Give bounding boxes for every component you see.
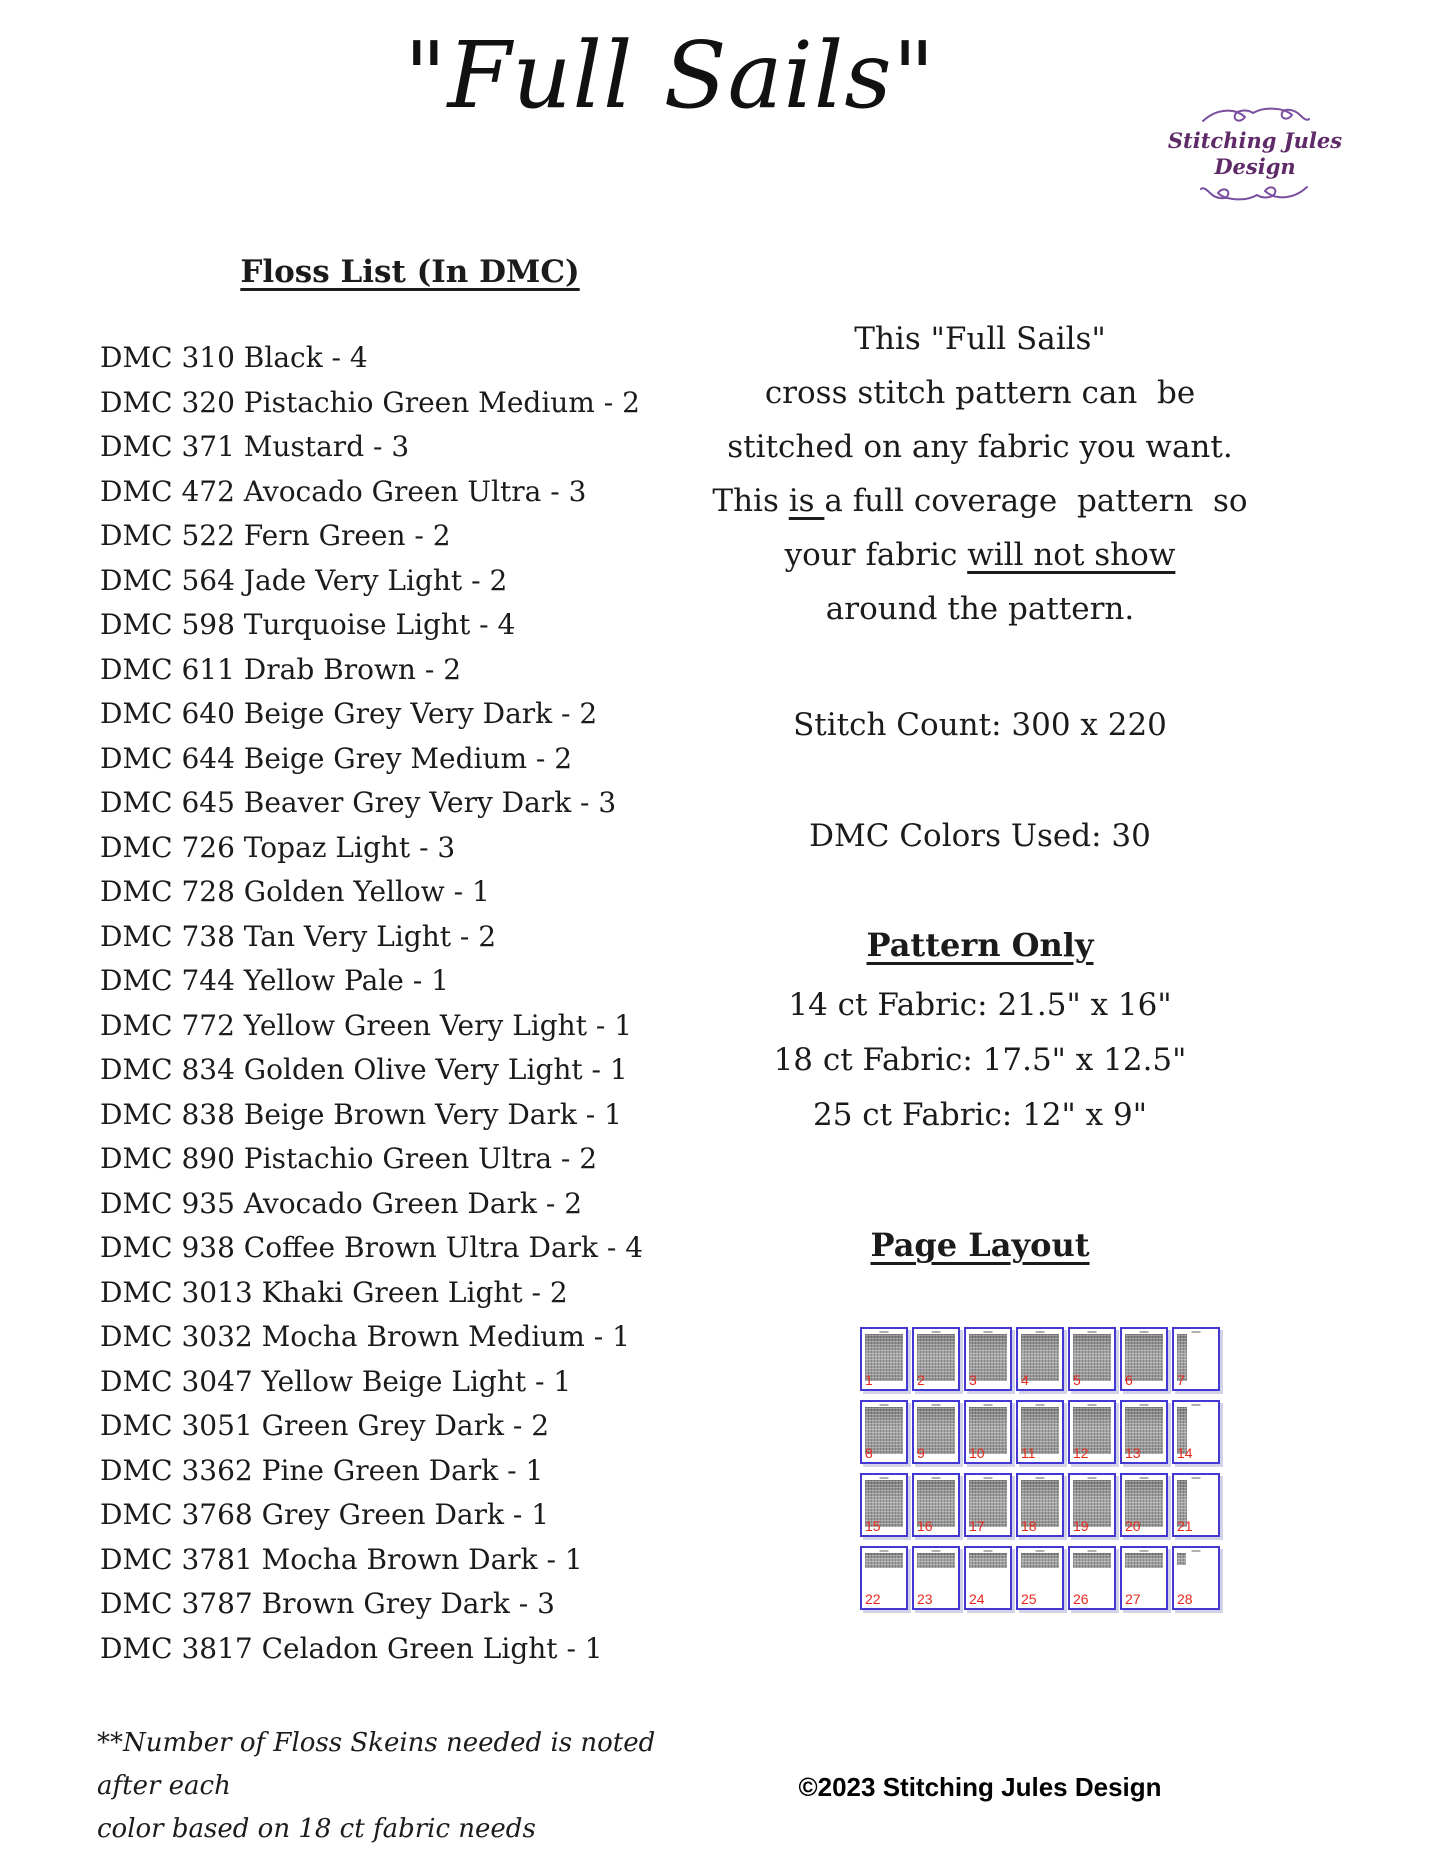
flourish-icon xyxy=(1199,180,1311,202)
floss-list-item: DMC 472 Avocado Green Ultra - 3 xyxy=(100,474,587,508)
page-number: 6 xyxy=(1125,1372,1133,1388)
copyright: ©2023 Stitching Jules Design xyxy=(798,1772,1162,1802)
thumbnail-header-mark xyxy=(1140,1550,1149,1552)
thumbnail-header-mark xyxy=(984,1331,993,1333)
page-thumbnail xyxy=(1120,1546,1168,1610)
page-number: 17 xyxy=(969,1518,985,1534)
page-number: 24 xyxy=(969,1591,985,1607)
floss-list-item: DMC 772 Yellow Green Very Light - 1 xyxy=(100,1008,633,1042)
flourish-icon xyxy=(1199,106,1311,128)
page-number: 4 xyxy=(1021,1372,1029,1388)
thumbnail-header-mark xyxy=(932,1477,941,1479)
thumbnail-header-mark xyxy=(1088,1404,1097,1406)
pattern-description xyxy=(700,312,1260,636)
description-line xyxy=(700,528,1260,582)
page-thumbnail xyxy=(860,1400,908,1464)
page-number: 16 xyxy=(917,1518,933,1534)
page-number: 11 xyxy=(1021,1445,1036,1461)
page-thumbnail xyxy=(1068,1473,1116,1537)
floss-list-item: DMC 834 Golden Olive Very Light - 1 xyxy=(100,1053,628,1086)
page-thumbnail xyxy=(1172,1327,1220,1391)
description-segment: is xyxy=(788,483,825,519)
page-number: 20 xyxy=(1125,1518,1141,1534)
thumbnail-header-mark xyxy=(1140,1404,1149,1406)
page-number: 3 xyxy=(969,1372,977,1388)
thumbnail-header-mark xyxy=(984,1404,993,1406)
footnote-line: color based on 18 ct fabric needs xyxy=(97,1814,536,1844)
page-thumbnail xyxy=(1068,1400,1116,1464)
thumbnail-header-mark xyxy=(984,1477,993,1479)
page-layout-heading: Page Layout xyxy=(870,1226,1090,1264)
page-number: 10 xyxy=(969,1445,985,1461)
floss-list-item: DMC 890 Pistachio Green Ultra - 2 xyxy=(100,1142,598,1175)
footnote-line: **Number of Floss Skeins needed is noted after each xyxy=(97,1728,656,1801)
pattern-preview xyxy=(1021,1553,1059,1568)
thumbnail-header-mark xyxy=(1140,1331,1149,1333)
description-line xyxy=(700,582,1260,636)
thumbnail-header-mark xyxy=(880,1331,889,1333)
thumbnail-header-mark xyxy=(1140,1477,1149,1479)
fabric-sizes xyxy=(700,978,1260,1143)
stitch-count: Stitch Count: 300 x 220 xyxy=(793,707,1167,743)
floss-list-item: DMC 640 Beige Grey Very Dark - 2 xyxy=(100,697,598,730)
pattern-only-heading: Pattern Only xyxy=(866,926,1094,964)
floss-list-item: DMC 3013 Khaki Green Light - 2 xyxy=(100,1275,568,1309)
page-number: 19 xyxy=(1073,1518,1089,1534)
page-thumbnail xyxy=(1120,1473,1168,1537)
pattern-preview xyxy=(1177,1553,1186,1565)
page-thumbnail xyxy=(1068,1327,1116,1391)
page-thumbnail xyxy=(1120,1327,1168,1391)
page-thumbnail xyxy=(1172,1473,1220,1537)
page-thumbnail xyxy=(1120,1400,1168,1464)
thumbnail-header-mark xyxy=(1036,1404,1045,1406)
page-number: 8 xyxy=(865,1445,873,1461)
page-thumbnail xyxy=(860,1546,908,1610)
floss-list-item: DMC 598 Turquoise Light - 4 xyxy=(100,608,516,641)
thumbnail-header-mark xyxy=(880,1477,889,1479)
page-thumbnail xyxy=(1016,1473,1064,1537)
page-thumbnail xyxy=(1016,1546,1064,1610)
brand-logo xyxy=(1156,106,1354,202)
floss-list-item: DMC 3051 Green Grey Dark - 2 xyxy=(100,1409,550,1442)
page-number: 18 xyxy=(1021,1518,1037,1534)
page-number: 2 xyxy=(917,1372,925,1388)
page-number: 5 xyxy=(1073,1372,1081,1388)
page-title: "Full Sails" xyxy=(404,22,936,129)
page-number: 28 xyxy=(1177,1591,1193,1607)
thumbnail-header-mark xyxy=(880,1404,889,1406)
description-segment: will not show xyxy=(967,537,1176,573)
pattern-preview xyxy=(1073,1553,1111,1568)
page-thumbnail xyxy=(860,1473,908,1537)
page-thumbnail xyxy=(912,1327,960,1391)
page-number: 14 xyxy=(1177,1445,1193,1461)
page-thumbnail xyxy=(1172,1546,1220,1610)
colors-used: DMC Colors Used: 30 xyxy=(809,818,1151,854)
thumbnail-header-mark xyxy=(984,1550,993,1552)
floss-list-item: DMC 3768 Grey Green Dark - 1 xyxy=(100,1498,550,1531)
floss-list-item: DMC 744 Yellow Pale - 1 xyxy=(100,964,449,997)
floss-list-item: DMC 3047 Yellow Beige Light - 1 xyxy=(100,1364,572,1398)
page-number: 23 xyxy=(917,1591,933,1607)
page-thumbnail xyxy=(912,1546,960,1610)
description-segment: a full coverage pattern so xyxy=(824,483,1248,519)
floss-list-item: DMC 3362 Pine Green Dark - 1 xyxy=(100,1453,544,1487)
thumbnail-header-mark xyxy=(1088,1550,1097,1552)
floss-list-item: DMC 738 Tan Very Light - 2 xyxy=(100,919,497,953)
description-line xyxy=(700,474,1260,528)
floss-list-item: DMC 522 Fern Green - 2 xyxy=(100,519,451,552)
description-segment: cross stitch pattern can be xyxy=(764,375,1196,411)
pattern-preview xyxy=(865,1553,903,1568)
page-number: 15 xyxy=(865,1518,881,1534)
floss-list-item: DMC 3787 Brown Grey Dark - 3 xyxy=(100,1587,555,1620)
fabric-size-line: 18 ct Fabric: 17.5" x 12.5" xyxy=(773,1042,1187,1078)
page-number: 22 xyxy=(865,1591,881,1607)
page-thumbnail xyxy=(964,1327,1012,1391)
thumbnail-header-mark xyxy=(1192,1477,1201,1479)
description-segment: This "Full Sails" xyxy=(854,321,1106,357)
floss-list-item: DMC 935 Avocado Green Dark - 2 xyxy=(100,1186,583,1220)
floss-list-item: DMC 838 Beige Brown Very Dark - 1 xyxy=(100,1097,622,1131)
page-thumbnail xyxy=(912,1400,960,1464)
thumbnail-header-mark xyxy=(1088,1477,1097,1479)
page-thumbnail xyxy=(1016,1400,1064,1464)
page-thumbnail xyxy=(860,1327,908,1391)
floss-list-item: DMC 3781 Mocha Brown Dark - 1 xyxy=(100,1542,583,1576)
page-number: 27 xyxy=(1125,1591,1141,1607)
thumbnail-header-mark xyxy=(1192,1331,1201,1333)
page-number: 1 xyxy=(865,1372,873,1388)
brand-logo-text: Stitching Jules Design xyxy=(1167,128,1343,179)
page-number: 13 xyxy=(1125,1445,1141,1461)
page-number: 26 xyxy=(1073,1591,1089,1607)
thumbnail-header-mark xyxy=(1192,1550,1201,1552)
page-number: 12 xyxy=(1073,1445,1089,1461)
fabric-size-line: 14 ct Fabric: 21.5" x 16" xyxy=(788,987,1172,1023)
page-thumbnail xyxy=(912,1473,960,1537)
page-thumbnail xyxy=(964,1473,1012,1537)
floss-list-heading: Floss List (In DMC) xyxy=(240,254,580,290)
description-segment: your fabric xyxy=(784,537,968,573)
floss-list-item: DMC 726 Topaz Light - 3 xyxy=(100,830,456,864)
description-segment: This xyxy=(712,483,789,519)
floss-list-item: DMC 320 Pistachio Green Medium - 2 xyxy=(100,385,640,419)
floss-list-item: DMC 564 Jade Very Light - 2 xyxy=(100,563,508,597)
description-line xyxy=(700,366,1260,420)
page-number: 7 xyxy=(1177,1372,1185,1388)
thumbnail-header-mark xyxy=(932,1331,941,1333)
fabric-size-line: 25 ct Fabric: 12" x 9" xyxy=(813,1097,1147,1133)
pattern-preview xyxy=(1125,1553,1163,1568)
page-thumbnail xyxy=(964,1400,1012,1464)
floss-list-item: DMC 645 Beaver Grey Very Dark - 3 xyxy=(100,786,617,819)
page-number: 21 xyxy=(1177,1518,1193,1534)
page-layout-grid xyxy=(860,1327,1220,1610)
floss-list xyxy=(100,336,700,1671)
thumbnail-header-mark xyxy=(1036,1477,1045,1479)
floss-list-item: DMC 310 Black - 4 xyxy=(100,341,368,374)
footnote xyxy=(97,1722,717,1851)
page-number: 25 xyxy=(1021,1591,1037,1607)
pattern-preview xyxy=(917,1553,955,1568)
floss-list-item: DMC 728 Golden Yellow - 1 xyxy=(100,875,490,908)
description-segment: stitched on any fabric you want. xyxy=(727,429,1233,465)
description-line xyxy=(700,312,1260,366)
description-segment: around the pattern. xyxy=(825,591,1135,627)
thumbnail-header-mark xyxy=(1192,1404,1201,1406)
thumbnail-header-mark xyxy=(932,1404,941,1406)
floss-list-item: DMC 3032 Mocha Brown Medium - 1 xyxy=(100,1320,630,1353)
thumbnail-header-mark xyxy=(880,1550,889,1552)
floss-list-item: DMC 3817 Celadon Green Light - 1 xyxy=(100,1631,603,1665)
floss-list-item: DMC 371 Mustard - 3 xyxy=(100,430,410,463)
page-thumbnail xyxy=(1068,1546,1116,1610)
floss-list-item: DMC 644 Beige Grey Medium - 2 xyxy=(100,741,573,775)
thumbnail-header-mark xyxy=(1036,1550,1045,1552)
thumbnail-header-mark xyxy=(1036,1331,1045,1333)
thumbnail-header-mark xyxy=(1088,1331,1097,1333)
page-thumbnail xyxy=(1016,1327,1064,1391)
page-thumbnail xyxy=(964,1546,1012,1610)
description-line xyxy=(700,420,1260,474)
pattern-preview xyxy=(969,1553,1007,1568)
page-number: 9 xyxy=(917,1445,925,1461)
page-thumbnail xyxy=(1172,1400,1220,1464)
floss-list-item: DMC 611 Drab Brown - 2 xyxy=(100,652,462,686)
floss-list-item: DMC 938 Coffee Brown Ultra Dark - 4 xyxy=(100,1231,644,1264)
thumbnail-header-mark xyxy=(932,1550,941,1552)
